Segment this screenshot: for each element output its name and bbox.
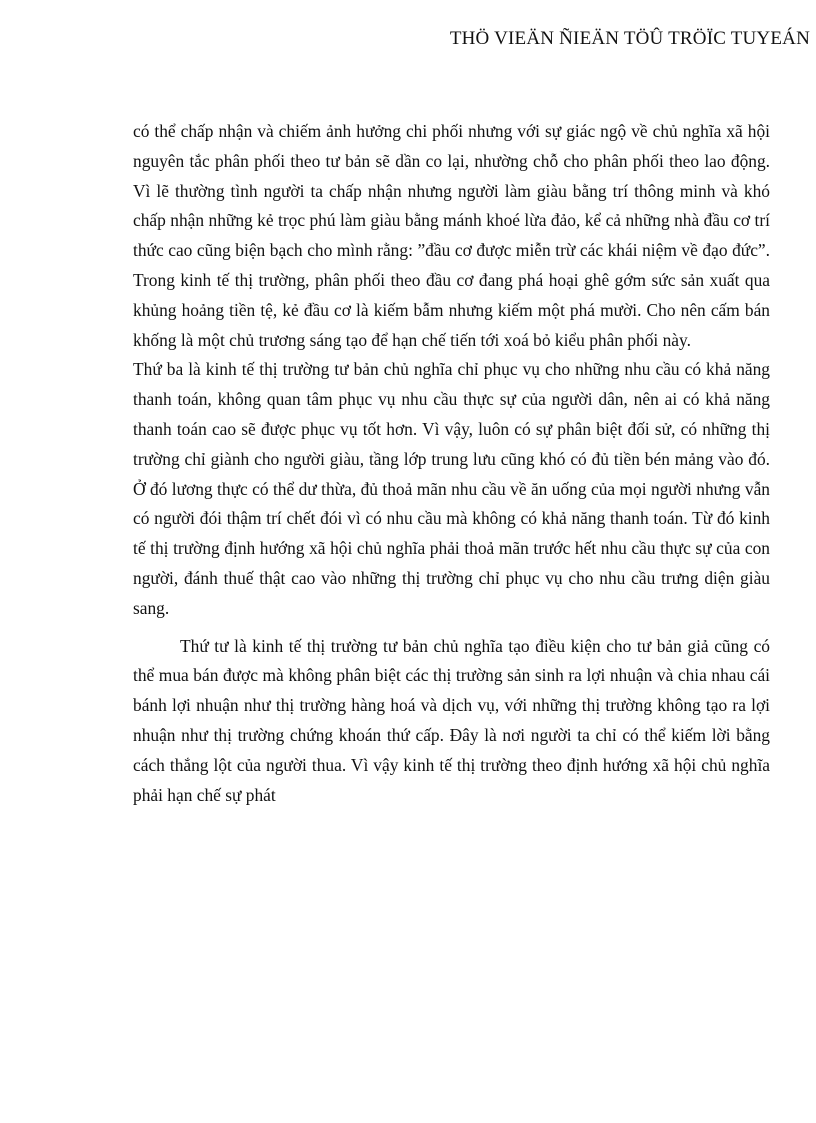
document-body bbox=[133, 117, 770, 810]
paragraph-3: Thứ tư là kinh tế thị trường tư bản chủ nghĩa tạo điều kiện cho tư bản giả cũng có thể mua bán được mà không phân biệt các thị trường sản sinh ra lợi nhuận và chia nhau cái bánh lợi nhuận như thị trường hàng hoá và dịch vụ, với những thị trường không tạo ra lợi nhuận như thị trường chứng khoán thứ cấp. Đây là nơi người ta chỉ có thể kiếm lời bằng cách thắng lột của người thua. Vì vậy kinh tế thị trường theo định hướng xã hội chủ nghĩa phải hạn chế sự phát bbox=[133, 635, 770, 805]
paragraph-1: có thể chấp nhận và chiếm ảnh hưởng chi phối nhưng với sự giác ngộ về chủ nghĩa xã hội nguyên tắc phân phối theo tư bản sẽ dần co lại, nhường chỗ cho phân phối theo lao động. Vì lẽ thường tình người ta chấp nhận nhưng người làm giàu bằng trí thông minh và khó chấp nhận những kẻ trọc phú làm giàu bằng mánh khoé lừa đảo, kể cả những nhà đầu cơ trí thức cao cũng biện bạch cho mình rằng: ”đầu cơ được miễn trừ các khái niệm về đạo đức”. Trong kinh tế thị trường, phân phối theo đầu cơ đang phá hoại ghê gớm sức sản xuất qua khủng hoảng tiền tệ, kẻ đầu cơ là kiếm bẫm nhưng kiếm một phá mười. Cho nên cấm bán khống là một chủ trương sáng tạo để hạn chế tiến tới xoá bỏ kiểu phân phối này. bbox=[133, 121, 770, 350]
paragraph-2: Thứ ba là kinh tế thị trường tư bản chủ nghĩa chỉ phục vụ cho những nhu cầu có khả năng thanh toán, không quan tâm phục vụ nhu cầu thực sự của người dân, nên ai có khả năng thanh toán cao sẽ được phục vụ tốt hơn. Vì vậy, luôn có sự phân biệt đối sử, có những thị trường chỉ giành cho người giàu, tầng lớp trung lưu cũng khó có đủ tiền bén mảng vào đó. Ở đó lương thực có thể dư thừa, đủ thoả mãn nhu cầu về ăn uống của mọi người nhưng vẫn có người đói thậm trí chết đói vì có nhu cầu mà không có khả năng thanh toán. Từ đó kinh tế thị trường định hướng xã hội chủ nghĩa phải thoả mãn trước hết nhu cầu thực sự của con người, đánh thuế thật cao vào những thị trường chỉ phục vụ cho nhu cầu trưng diện giàu sang. bbox=[133, 359, 770, 618]
page-header: THÖ VIEÄN ÑIEÄN TÖÛ TRÖÏC TUYEÁN bbox=[449, 28, 810, 49]
